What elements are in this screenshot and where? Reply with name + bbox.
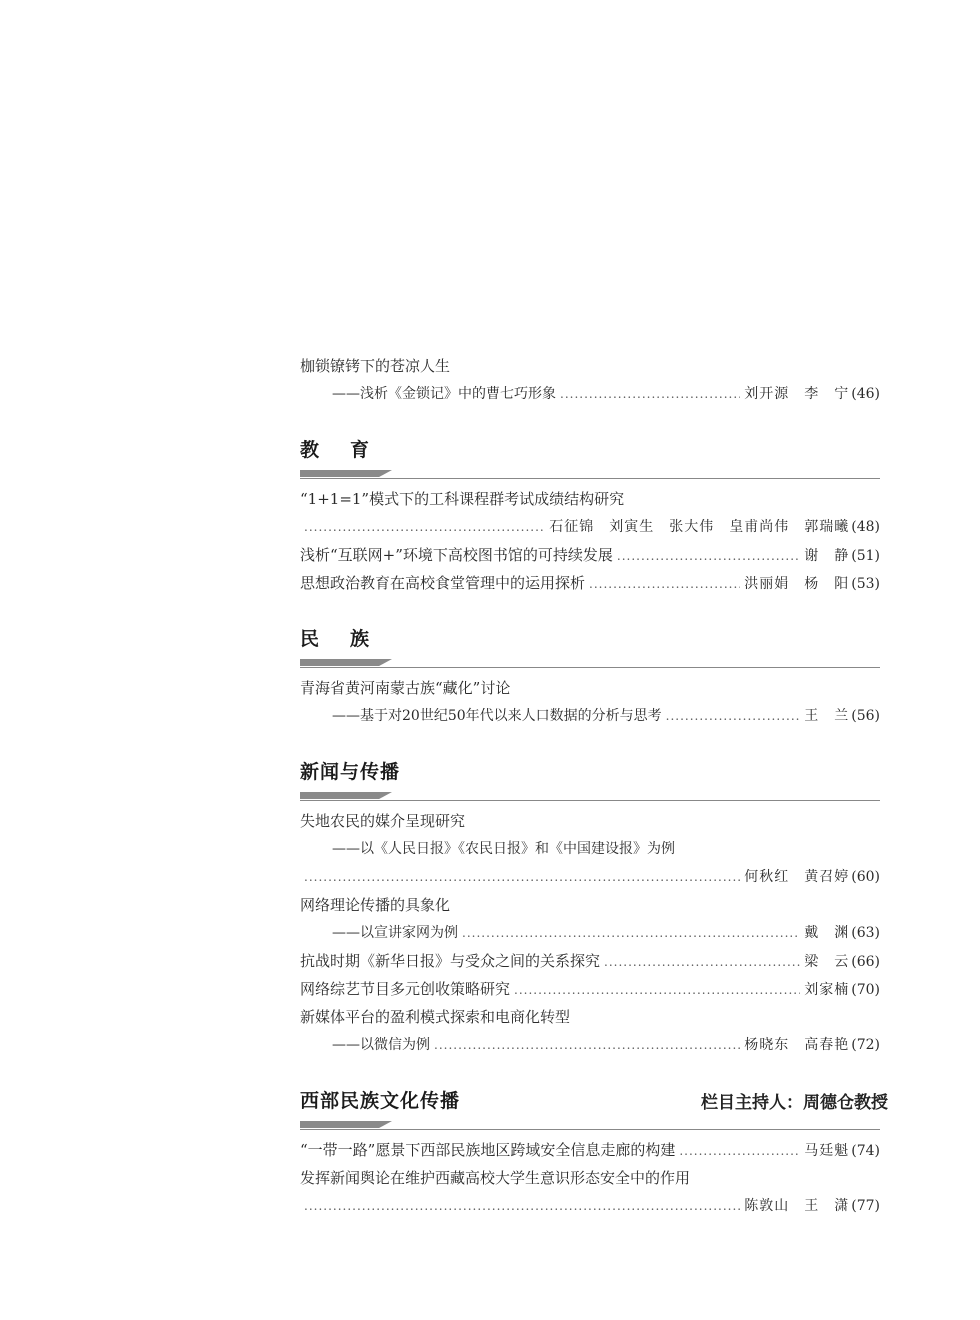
- toc-entry-line[interactable]: [300, 947, 880, 975]
- section-header: [300, 621, 880, 668]
- column-host: 栏目主持人：周德仓教授: [701, 1093, 888, 1113]
- toc-entry-title[interactable]: [300, 1003, 880, 1031]
- toc-entry-line[interactable]: [300, 919, 880, 947]
- section-header: [300, 432, 880, 479]
- entry-authors: 刘开源 李 宁: [744, 386, 850, 402]
- entry-subtitle: ——浅析《金锁记》中的曹七巧形象: [332, 386, 556, 402]
- entry-authors: 石征锦 刘寅生 张大伟 皇甫尚伟 郭瑞曦: [549, 519, 850, 535]
- entry-page: (46): [851, 386, 880, 402]
- entry-title: 网络综艺节目多元创收策略研究: [300, 980, 511, 998]
- entry-authors: 何秋红 黄召婷: [744, 869, 850, 885]
- entry-page: (60): [851, 869, 880, 885]
- entry-title: “1+1=1”模式下的工科课程群考试成绩结构研究: [300, 490, 625, 508]
- section-header: [300, 1083, 888, 1130]
- leader-dots: [589, 570, 740, 598]
- rule-accent-bar: [300, 659, 392, 666]
- leader-dots: [617, 542, 800, 570]
- entry-title: 浅析“互联网+”环境下高校图书馆的可持续发展: [300, 546, 613, 564]
- entry-page: (56): [851, 708, 880, 724]
- entry-page: (51): [851, 548, 880, 564]
- rule-accent-bar: [300, 792, 392, 799]
- leader-dots: [514, 976, 800, 1004]
- entry-page: (74): [851, 1143, 880, 1159]
- table-of-contents: [300, 352, 888, 1220]
- entry-page: (72): [851, 1037, 880, 1053]
- section-rule: [300, 792, 880, 801]
- entry-authors: 陈敦山 王 潇: [744, 1198, 850, 1214]
- leader-dots: [304, 863, 740, 891]
- entry-title: 新媒体平台的盈利模式探索和电商化转型: [300, 1008, 571, 1026]
- toc-entry-title[interactable]: [300, 891, 880, 919]
- toc-entry-title[interactable]: [300, 352, 880, 380]
- toc-entry-title[interactable]: [300, 807, 880, 835]
- entry-page: (66): [851, 954, 880, 970]
- entry-authors: 王 兰: [804, 708, 850, 724]
- section-rule: [300, 659, 880, 668]
- entry-page: (63): [851, 925, 880, 941]
- leader-dots: [462, 919, 800, 947]
- toc-entry-line[interactable]: [300, 1136, 880, 1164]
- entry-subtitle: ——基于对20世纪50年代以来人口数据的分析与思考: [332, 708, 662, 724]
- toc-entry-title[interactable]: [300, 485, 880, 513]
- entry-authors: 刘家楠: [804, 982, 850, 998]
- entry-title: 抗战时期《新华日报》与受众之间的关系探究: [300, 952, 601, 970]
- toc-entry-title[interactable]: [300, 674, 880, 702]
- entry-authors: 洪丽娟 杨 阳: [744, 576, 850, 592]
- entry-authors: 谢 静: [804, 548, 850, 564]
- toc-entry-line[interactable]: [300, 513, 880, 541]
- leader-dots: [560, 380, 740, 408]
- toc-entry-line[interactable]: [300, 702, 880, 730]
- entry-title: 网络理论传播的具象化: [300, 896, 451, 914]
- toc-entry-line[interactable]: [300, 380, 880, 408]
- section-header: [300, 754, 880, 801]
- entry-title: 发挥新闻舆论在维护西藏高校大学生意识形态安全中的作用: [300, 1169, 691, 1187]
- section-rule: [300, 1121, 880, 1130]
- toc-entry-title[interactable]: [300, 1164, 880, 1192]
- entry-subtitle: ——以《人民日报》《农民日报》和《中国建设报》为例: [332, 841, 675, 857]
- toc-entry-line[interactable]: [300, 863, 880, 891]
- entry-authors: 杨晓东 高春艳: [744, 1037, 850, 1053]
- toc-entry-line[interactable]: [300, 1192, 880, 1220]
- entry-page: (77): [851, 1198, 880, 1214]
- entry-page: (48): [851, 519, 880, 535]
- entry-title: 青海省黄河南蒙古族“藏化”讨论: [300, 679, 511, 697]
- section-title: 西部民族文化传播: [300, 1090, 461, 1112]
- leader-dots: [666, 702, 801, 730]
- entry-authors: 梁 云: [804, 954, 850, 970]
- entry-title: “一带一路”愿景下西部民族地区跨域安全信息走廊的构建: [300, 1141, 676, 1159]
- toc-entry-line[interactable]: [300, 541, 880, 569]
- section-rule: [300, 470, 880, 479]
- section-title: 民 族: [300, 628, 376, 650]
- entry-subtitle: ——以微信为例: [332, 1037, 430, 1053]
- rule-accent-bar: [300, 1121, 392, 1128]
- entry-authors: 马廷魁: [804, 1143, 850, 1159]
- toc-entry-subtitle[interactable]: [300, 835, 880, 863]
- entry-title: 失地农民的媒介呈现研究: [300, 812, 466, 830]
- toc-entry-line[interactable]: [300, 1031, 880, 1059]
- entry-subtitle: ——以宣讲家网为例: [332, 925, 458, 941]
- leader-dots: [604, 948, 800, 976]
- entry-title: 思想政治教育在高校食堂管理中的运用探析: [300, 574, 586, 592]
- toc-entry-line[interactable]: [300, 569, 880, 597]
- entry-page: (70): [851, 982, 880, 998]
- section-title: 新闻与传播: [300, 761, 401, 783]
- entry-title: 枷锁镣铐下的苍凉人生: [300, 357, 451, 375]
- rule-accent-bar: [300, 470, 392, 477]
- leader-dots: [304, 1192, 740, 1220]
- section-title: 教 育: [300, 439, 376, 461]
- leader-dots: [434, 1031, 740, 1059]
- entry-page: (53): [851, 576, 880, 592]
- leader-dots: [679, 1137, 800, 1165]
- entry-authors: 戴 渊: [804, 925, 850, 941]
- toc-entry-line[interactable]: [300, 975, 880, 1003]
- leader-dots: [304, 513, 545, 541]
